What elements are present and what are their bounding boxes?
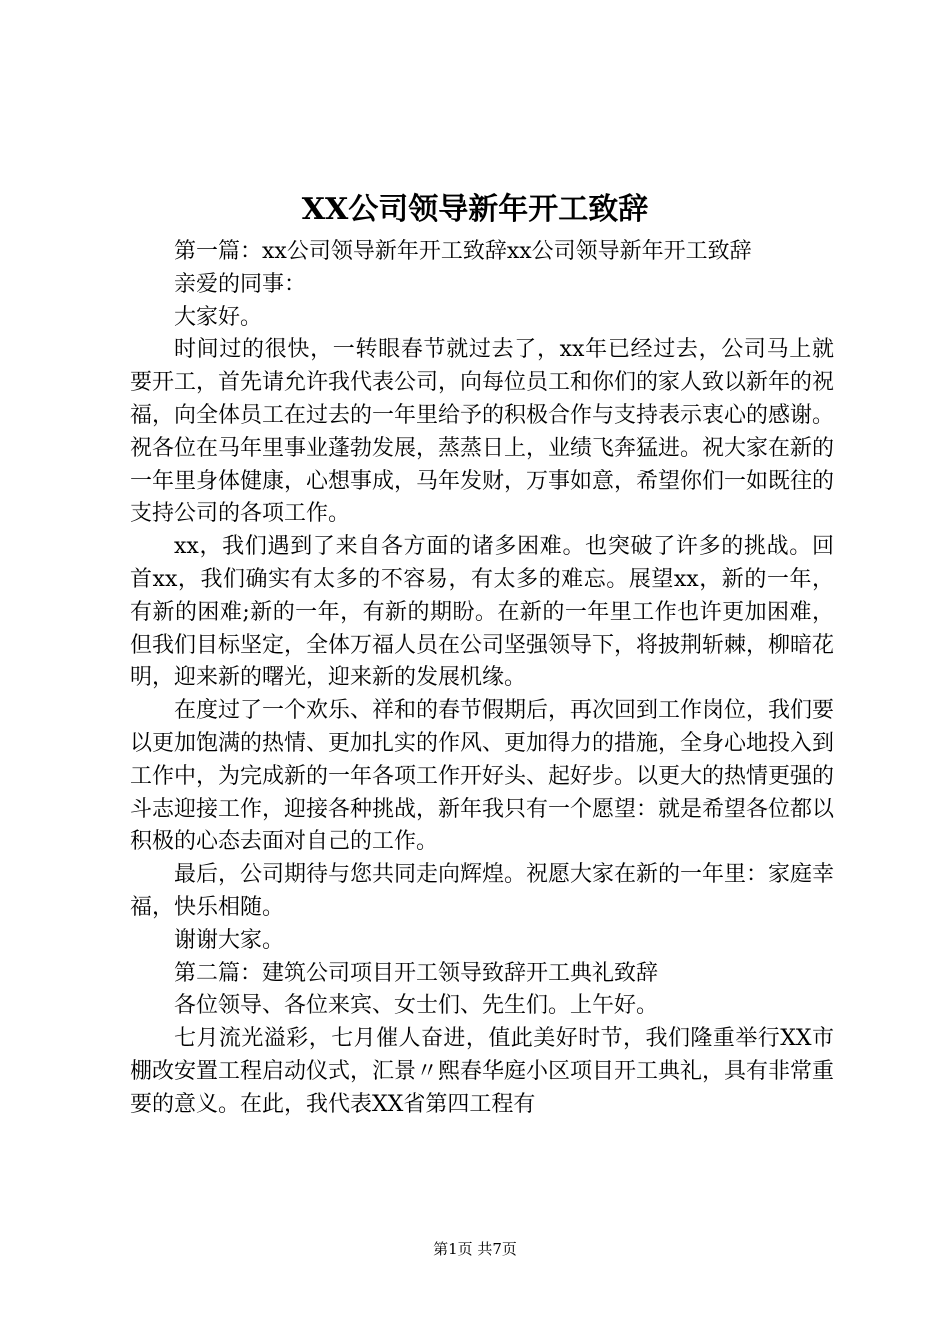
- paragraph: 大家好。: [174, 304, 263, 330]
- paragraph: 各位领导、各位来宾、女士们、先生们。上午好。: [174, 993, 659, 1019]
- paragraph: xx，我们遇到了来自各方面的诸多困难。也突破了许多的挑战。回首xx，我们确实有太多的不容易，有太多的难忘。展望xx，新的一年，有新的困难;新的一年，有新的期盼。在新的一年里工作也许更加困难，但我们目标坚定，全体万福人员在公司坚强领导下，将披荆斩棘，柳暗花明，迎来新的曙光，迎来新的发展机缘。: [130, 534, 835, 691]
- paragraph: 七月流光溢彩，七月催人奋进，值此美好时节，我们隆重举行XX市棚改安置工程启动仪式，汇景〃熙春华庭小区项目开工典礼，具有非常重要的意义。在此，我代表XX省第四工程有: [130, 1026, 835, 1117]
- paragraph: 亲爱的同事：: [174, 271, 307, 297]
- paragraph: 第一篇：xx公司领导新年开工致辞xx公司领导新年开工致辞: [174, 239, 752, 264]
- paragraph: 在度过了一个欢乐、祥和的春节假期后，再次回到工作岗位，我们要以更加饱满的热情、更加扎实的作风、更加得力的措施，全身心地投入到工作中，为完成新的一年各项工作开好头、起好步。以更大的热情更强的斗志迎接工作，迎接各种挑战，新年我只有一个愿望：就是希望各位都以积极的心态去面对自己的工作。: [130, 698, 835, 855]
- paragraph: 时间过的很快，一转眼春节就过去了，xx年已经过去，公司马上就要开工，首先请允许我代表公司，向每位员工和你们的家人致以新年的祝福，向全体员工在过去的一年里给予的积极合作与支持表示衷心的感谢。祝各位在马年里事业蓬勃发展，蒸蒸日上，业绩飞奔猛进。祝大家在新的一年里身体健康，心想事成，马年发财，万事如意，希望你们一如既往的支持公司的各项工作。: [130, 337, 835, 527]
- paragraph: 第二篇：建筑公司项目开工领导致辞开工典礼致辞: [174, 960, 659, 986]
- document-title: XX公司领导新年开工致辞: [301, 192, 649, 227]
- paragraph: 谢谢大家。: [174, 927, 285, 953]
- paragraph: 最后，公司期待与您共同走向辉煌。祝愿大家在新的一年里：家庭幸福，快乐相随。: [130, 862, 835, 920]
- document-body: [130, 236, 834, 1122]
- page-footer: 第1页 共7页: [433, 1240, 517, 1258]
